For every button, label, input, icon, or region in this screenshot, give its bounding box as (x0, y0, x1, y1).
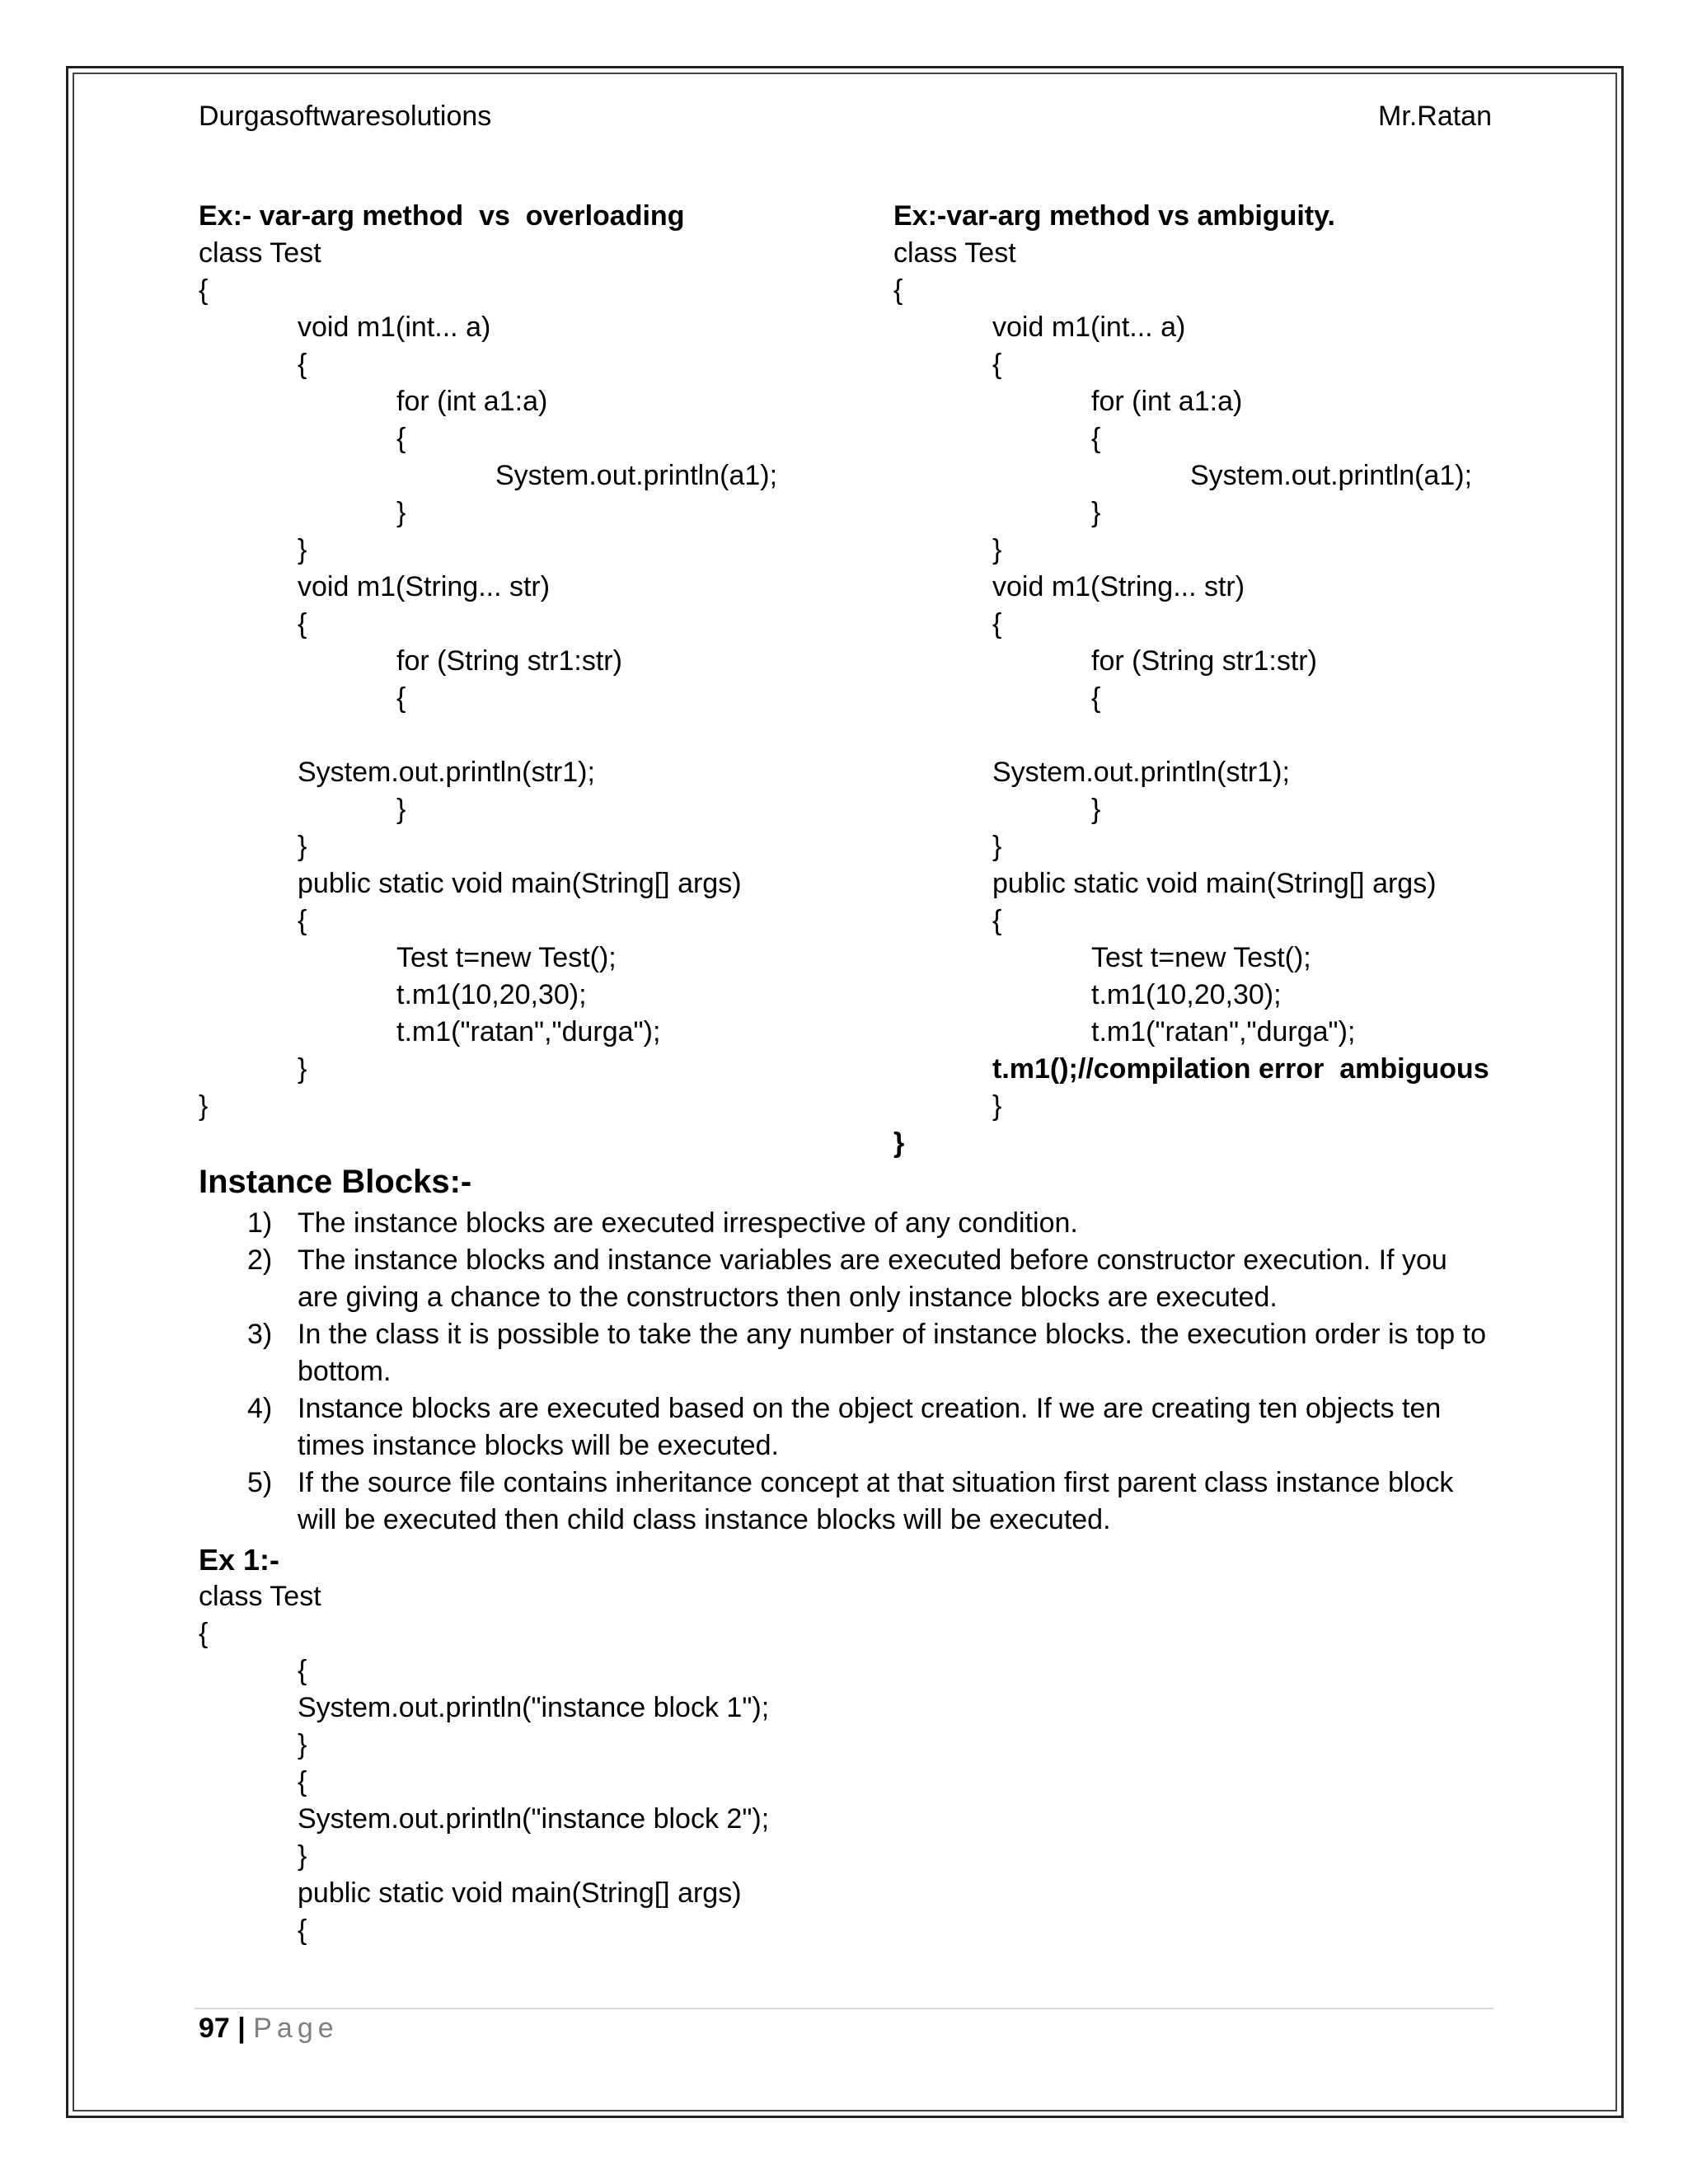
list-text: The instance blocks and instance variables are executed before constructor execution. If you are giving a chance to the constructors then only instance blocks are executed. (298, 1244, 1447, 1313)
code-line: { (199, 1618, 209, 1649)
code-line: } (992, 831, 1002, 862)
code-line: { (298, 1766, 307, 1797)
code-line: void m1(String... str) (992, 571, 1245, 602)
code-line: System.out.println("instance block 2"); (298, 1803, 770, 1835)
code-line: void m1(int... a) (298, 312, 491, 343)
list-text: In the class it is possible to take the any number of instance blocks. the execution order is top to bottom. (298, 1319, 1487, 1387)
footer-separator: | (237, 2013, 246, 2044)
code-line: for (int a1:a) (1091, 386, 1243, 417)
code-line: class Test (199, 237, 321, 269)
code-line: } (893, 1127, 905, 1159)
ex1-title: Ex 1:- (199, 1543, 280, 1577)
code-line: { (992, 349, 1002, 380)
code-line: public static void main(String[] args) (298, 868, 742, 899)
code-line: void m1(String... str) (298, 571, 551, 602)
code-line: public static void main(String[] args) (298, 1877, 742, 1909)
code-line: } (298, 1840, 307, 1872)
code-line: { (396, 682, 406, 714)
list-number: 2) (247, 1244, 273, 1276)
code-line: t.m1(10,20,30); (1091, 979, 1282, 1010)
code-line: } (298, 831, 307, 862)
header-right: Mr.Ratan (1378, 101, 1492, 132)
code-line: } (992, 534, 1002, 565)
left-example-title: Ex:- var-arg method vs overloading (199, 200, 685, 232)
header-left: Durgasoftwaresolutions (199, 101, 492, 132)
page-label: Page (253, 2013, 339, 2044)
code-line: } (1091, 794, 1101, 825)
code-line: System.out.println(str1); (298, 757, 595, 788)
code-line: } (992, 1090, 1002, 1122)
code-line: { (199, 274, 209, 306)
code-line: System.out.println(a1); (495, 460, 778, 491)
code-line: } (199, 1090, 209, 1122)
list-text: The instance blocks are executed irrespective of any condition. (298, 1207, 1078, 1239)
code-line: { (298, 349, 307, 380)
list-text: Instance blocks are executed based on the object creation. If we are creating ten objects ten times instance blocks will be executed. (298, 1393, 1442, 1461)
code-line: t.m1(10,20,30); (396, 979, 587, 1010)
code-line: { (1091, 682, 1101, 714)
code-line: System.out.println(str1); (992, 757, 1290, 788)
code-line-error: t.m1();//compilation error ambiguous (992, 1053, 1489, 1085)
page-number: 97 (199, 2013, 230, 2044)
code-line: class Test (199, 1581, 321, 1612)
code-line: { (396, 423, 406, 454)
code-line: t.m1("ratan","durga"); (396, 1016, 661, 1047)
code-line: { (992, 905, 1002, 936)
code-line: for (String str1:str) (1091, 645, 1317, 677)
code-line: } (298, 534, 307, 565)
code-line: System.out.println("instance block 1"); (298, 1692, 770, 1723)
list-number: 5) (247, 1467, 273, 1498)
footer-divider (195, 2008, 1493, 2009)
code-line: } (298, 1729, 307, 1760)
section-title: Instance Blocks:- (199, 1164, 472, 1200)
code-line: { (298, 608, 307, 640)
code-line: void m1(int... a) (992, 312, 1186, 343)
code-line: { (992, 608, 1002, 640)
right-example-title: Ex:-var-arg method vs ambiguity. (893, 200, 1335, 232)
list-text: If the source file contains inheritance concept at that situation first parent class instance block will be executed then child class instance blocks will be executed. (298, 1467, 1454, 1535)
code-line: class Test (893, 237, 1016, 269)
code-line: t.m1("ratan","durga"); (1091, 1016, 1356, 1047)
code-line: } (396, 794, 406, 825)
code-line: public static void main(String[] args) (992, 868, 1437, 899)
list-number: 1) (247, 1207, 273, 1239)
code-line: { (298, 1915, 307, 1946)
code-line: } (396, 497, 406, 528)
code-line: Test t=new Test(); (396, 942, 617, 973)
code-line: { (1091, 423, 1101, 454)
code-line: System.out.println(a1); (1190, 460, 1473, 491)
code-line: } (298, 1053, 307, 1085)
page-footer (199, 2013, 339, 2045)
list-number: 3) (247, 1319, 273, 1350)
code-line: } (1091, 497, 1101, 528)
list-number: 4) (247, 1393, 273, 1424)
code-line: Test t=new Test(); (1091, 942, 1311, 973)
code-line: for (String str1:str) (396, 645, 622, 677)
code-line: { (893, 274, 903, 306)
code-line: { (298, 1655, 307, 1686)
code-line: { (298, 905, 307, 936)
code-line: for (int a1:a) (396, 386, 548, 417)
